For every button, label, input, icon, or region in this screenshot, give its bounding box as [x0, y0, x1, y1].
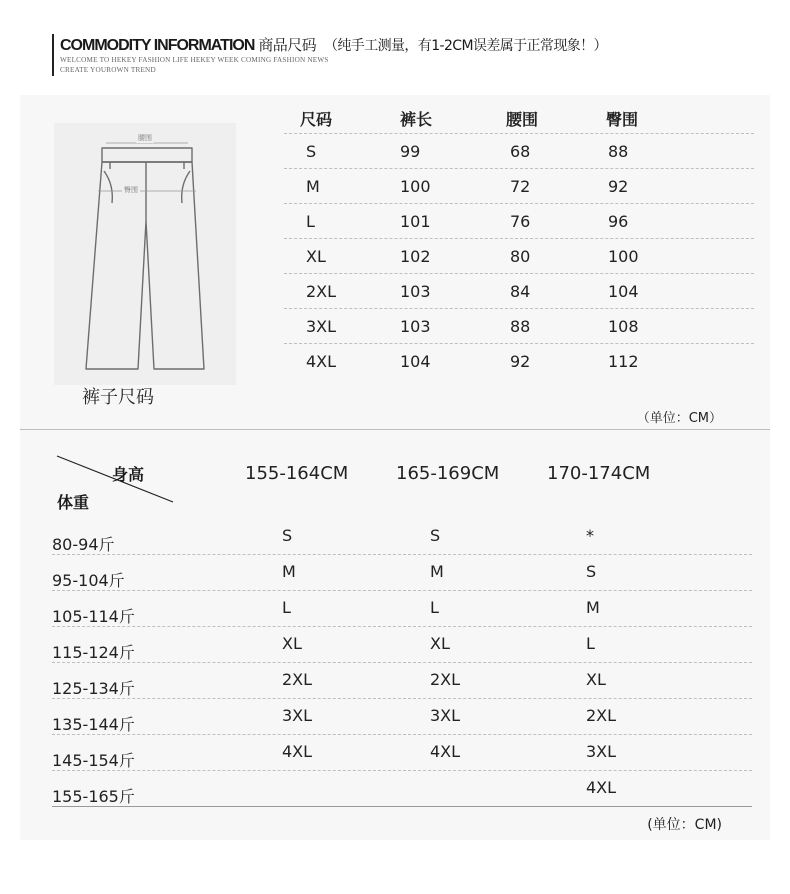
- weight-range: 115-124斤: [52, 643, 135, 662]
- cell-waist: 76: [510, 212, 531, 231]
- cell-size: 2XL: [306, 282, 337, 301]
- fit-size-col1: 3XL: [282, 706, 313, 725]
- fit-size-col3: *: [586, 526, 594, 545]
- fit-table-row: [52, 698, 752, 735]
- fit-size-col3: 3XL: [586, 742, 617, 761]
- header-hip: 臀围: [606, 110, 639, 129]
- weight-range: 105-114斤: [52, 607, 135, 626]
- height-header-3: 170-174CM: [547, 463, 651, 484]
- height-header-2: 165-169CM: [396, 463, 500, 484]
- weight-range: 95-104斤: [52, 571, 125, 590]
- fit-size-col1: S: [282, 526, 293, 545]
- cell-hip: 104: [608, 282, 639, 301]
- height-header-1: 155-164CM: [245, 463, 349, 484]
- size-panel: [20, 95, 770, 433]
- cell-hip: 96: [608, 212, 629, 231]
- cell-waist: 80: [510, 247, 531, 266]
- cell-size: XL: [306, 247, 326, 266]
- fit-size-col3: 2XL: [586, 706, 617, 725]
- cell-size: L: [306, 212, 315, 231]
- cell-length: 103: [400, 282, 431, 301]
- cell-hip: 112: [608, 352, 639, 371]
- title-chinese: 商品尺码: [258, 36, 316, 54]
- cell-length: 100: [400, 177, 431, 196]
- fit-table-row: [52, 554, 752, 591]
- cell-size: S: [306, 142, 317, 161]
- cell-length: 101: [400, 212, 431, 231]
- subtitle-line-2: CREATE YOUROWN TREND: [60, 66, 156, 74]
- size-table: [284, 103, 754, 378]
- fit-size-col2: 2XL: [430, 670, 461, 689]
- pants-diagram: [54, 123, 236, 385]
- cell-length: 99: [400, 142, 421, 161]
- cell-length: 104: [400, 352, 431, 371]
- pants-outline-icon: [54, 123, 236, 385]
- fit-table-row: [52, 662, 752, 699]
- fit-size-col3: L: [586, 634, 595, 653]
- fit-size-col1: 2XL: [282, 670, 313, 689]
- cell-waist: 72: [510, 177, 531, 196]
- fit-size-col3: M: [586, 598, 600, 617]
- fit-size-col2: S: [430, 526, 441, 545]
- fit-panel: [20, 432, 770, 840]
- corner-weight-label: 体重: [57, 493, 90, 512]
- fit-table-row: [52, 518, 752, 555]
- cell-hip: 88: [608, 142, 629, 161]
- fit-size-col3: S: [586, 562, 597, 581]
- weight-range: 155-165斤: [52, 787, 135, 806]
- fit-table-row: [52, 590, 752, 627]
- size-table-row: [284, 134, 754, 169]
- label-waist: 腰围: [138, 134, 152, 142]
- fit-size-col1: 4XL: [282, 742, 313, 761]
- weight-range: 145-154斤: [52, 751, 135, 770]
- fit-size-col2: 4XL: [430, 742, 461, 761]
- fit-size-col3: XL: [586, 670, 606, 689]
- size-table-row: [284, 344, 754, 378]
- label-hip: 臀围: [124, 186, 138, 194]
- cell-hip: 108: [608, 317, 639, 336]
- measurement-note: （纯手工测量，有1-2CM误差属于正常现象！）: [324, 38, 607, 54]
- size-table-row: [284, 239, 754, 274]
- header-length: 裤长: [400, 110, 433, 129]
- page-title: [60, 34, 607, 55]
- size-table-unit: （单位：CM）: [636, 411, 722, 426]
- cell-length: 103: [400, 317, 431, 336]
- fit-size-col2: M: [430, 562, 444, 581]
- section-divider: [20, 429, 770, 430]
- cell-waist: 92: [510, 352, 531, 371]
- fit-table-unit: (单位：CM): [647, 817, 722, 833]
- cell-waist: 88: [510, 317, 531, 336]
- weight-range: 125-134斤: [52, 679, 135, 698]
- fit-size-col2: XL: [430, 634, 450, 653]
- fit-size-col2: 3XL: [430, 706, 461, 725]
- cell-waist: 84: [510, 282, 531, 301]
- cell-size: 3XL: [306, 317, 337, 336]
- fit-table-row: [52, 770, 752, 807]
- subtitle-line-1: WELCOME TO HEKEY FASHION LIFE HEKEY WEEK COMING FASHION NEWS: [60, 56, 329, 64]
- fit-size-col1: M: [282, 562, 296, 581]
- fit-size-col2: L: [430, 598, 439, 617]
- cell-hip: 92: [608, 177, 629, 196]
- fit-size-col1: L: [282, 598, 291, 617]
- fit-table-header: [20, 432, 770, 518]
- size-table-row: [284, 309, 754, 344]
- size-table-header: [284, 103, 754, 134]
- fit-table-row: [52, 626, 752, 663]
- size-table-row: [284, 169, 754, 204]
- weight-range: 135-144斤: [52, 715, 135, 734]
- weight-range: 80-94斤: [52, 535, 115, 554]
- fit-size-col3: 4XL: [586, 778, 617, 797]
- cell-length: 102: [400, 247, 431, 266]
- header-size: 尺码: [300, 110, 333, 129]
- cell-size: M: [306, 177, 320, 196]
- cell-size: 4XL: [306, 352, 337, 371]
- size-table-row: [284, 204, 754, 239]
- size-table-row: [284, 274, 754, 309]
- cell-waist: 68: [510, 142, 531, 161]
- fit-size-col1: XL: [282, 634, 302, 653]
- title-english: COMMODITY INFORMATION: [60, 37, 255, 54]
- corner-height-label: 身高: [112, 465, 145, 484]
- header-accent-bar: [52, 34, 54, 76]
- header-waist: 腰围: [506, 110, 539, 129]
- cell-hip: 100: [608, 247, 639, 266]
- pants-caption: 裤子尺码: [82, 387, 154, 408]
- fit-table-row: [52, 734, 752, 771]
